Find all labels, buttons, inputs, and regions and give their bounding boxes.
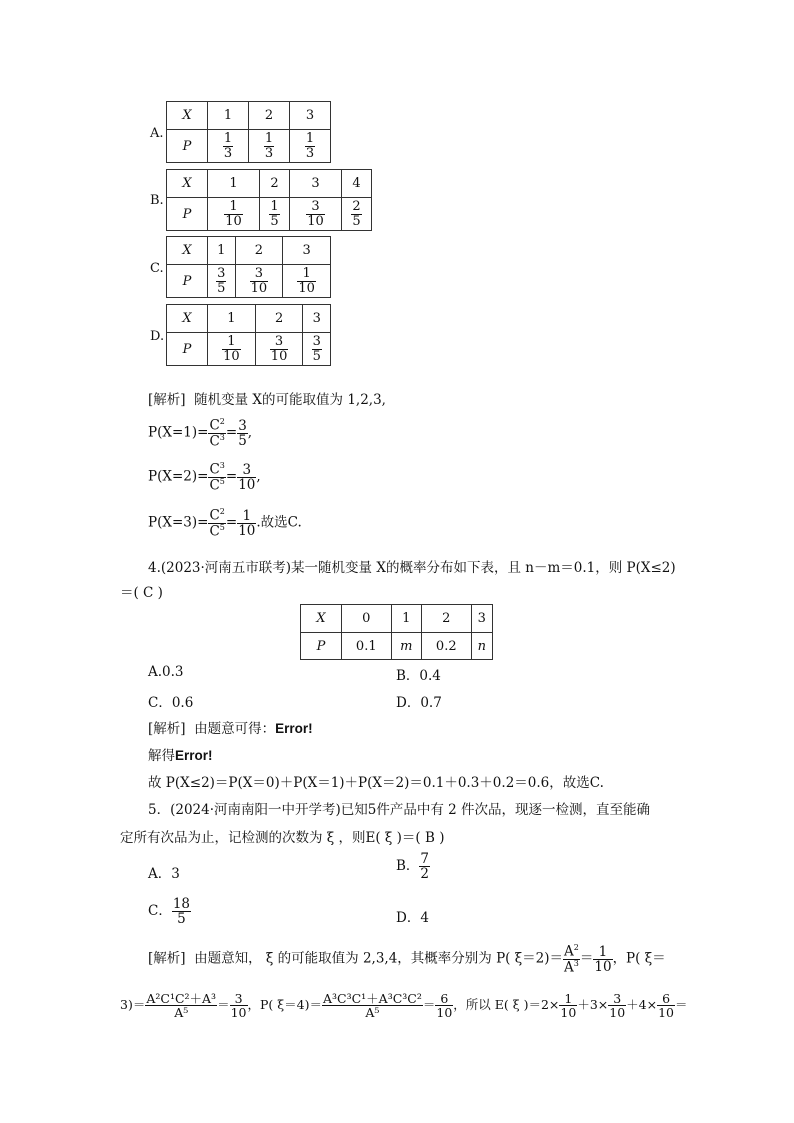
q5-stem-line2: 定所有次品为止，记检测的次数为 ξ ，则E( ξ )＝( B ) <box>120 830 445 846</box>
option-c-table: X 1 2 3 P $\frac{3}{5}$ $\frac{3}{10}$ $\frac{1}{10}$ <box>166 236 331 298</box>
option-d-label: D. <box>150 329 165 344</box>
q4-distribution-table: X 0 1 2 3 P 0.1 m 0.2 n <box>300 604 493 660</box>
q4-stem-line2: ＝( C ) <box>120 585 163 601</box>
q4-option-d: D．0.7 <box>396 695 442 711</box>
q4-analysis-2: 解得Error! <box>148 748 213 764</box>
q4-analysis-1: [解析] 由题意可得：Error! <box>148 721 313 737</box>
q4-option-b: B．0.4 <box>396 668 441 684</box>
option-c-label: C. <box>150 261 164 276</box>
q4-stem-line1: 4.(2023·河南五市联考)某一随机变量 X的概率分布如下表，且 n－m＝0.1，则 P(X≤2) <box>148 560 676 576</box>
q3-prob-3: P(X=3)= $\frac{C^2}{C^5}$ = $\frac{1}{10}$ .故选C. <box>148 507 302 540</box>
q3-prob-1: P(X=1)= $\frac{C^2}{C^3}$ = $\frac{3}{5}$ , <box>148 417 253 450</box>
q5-stem-line1: 5．(2024·河南南阳一中开学考)已知5件产品中有 2 件次品，现逐一检测，直至能确 <box>148 802 651 818</box>
option-b-table: X 1 2 3 4 P $\frac{1}{10}$ $\frac{1}{5}$ $\frac{3}{10}$ $\frac{2}{5}$ <box>166 169 372 231</box>
option-a-table: X 1 2 3 P $\frac{1}{3}$ $\frac{1}{3}$ $\frac{1}{3}$ <box>166 101 331 163</box>
q3-prob-2: P(X=2)= $\frac{C^3}{C^5}$ = $\frac{3}{10}$ , <box>148 461 261 494</box>
q5-analysis-2: 3)＝ $\frac{\text{A²C¹C²＋A³}}{\text{A⁵}}$ ＝ $\frac{3}{10}$ ，P( ξ＝4)＝ $\frac{\text{A³C³C¹＋A³C³C²}}{\text{A⁵}}$ ＝ $\frac{6}{10}$ ，所以 E( ξ )＝2× $\frac{1}{10}$ ＋3× $\frac{3}{10}$ ＋4× $\frac{6}{10}$ ＝ <box>120 991 688 1021</box>
q4-option-a: A.0.3 <box>148 664 184 680</box>
q4-option-c: C．0.6 <box>148 695 194 711</box>
q5-option-d: D．4 <box>396 910 429 926</box>
table-header-x: X <box>167 102 208 130</box>
q5-option-b: B． $\frac{7}{2}$ <box>396 851 430 883</box>
q3-analysis-intro: [解析] 随机变量 X的可能取值为 1,2,3, <box>148 392 386 408</box>
q5-option-c: C． $\frac{18}{5}$ <box>148 896 191 928</box>
table-header-p: P <box>167 130 208 163</box>
q4-analysis-3: 故 P(X≤2)＝P(X＝0)＋P(X＝1)＋P(X＝2)＝0.1＋0.3＋0.2＝0.6，故选C. <box>148 775 604 791</box>
option-d-table: X 1 2 3 P $\frac{1}{10}$ $\frac{3}{10}$ $\frac{3}{5}$ <box>166 304 331 366</box>
option-b-label: B. <box>150 193 164 208</box>
q5-option-a: A．3 <box>148 866 180 882</box>
option-a-label: A. <box>150 126 164 141</box>
q5-analysis-1: [解析] 由题意知， ξ 的可能取值为 2,3,4，其概率分别为 P( ξ＝2)＝ $\frac{A^2}{A^3}$ ＝ $\frac{1}{10}$ ，P( ξ＝ <box>148 943 666 976</box>
